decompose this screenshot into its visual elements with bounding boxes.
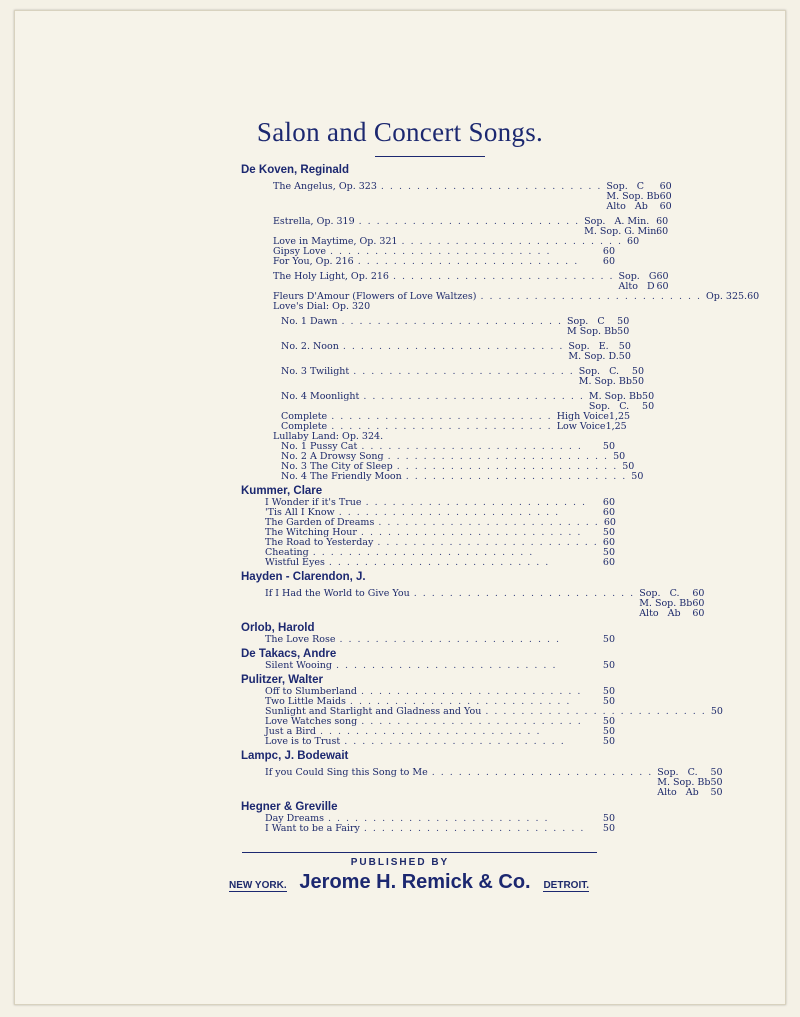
- leader-dots: .........................: [342, 341, 569, 352]
- song-title: Complete: [281, 421, 328, 432]
- city-left: NEW YORK.: [229, 880, 287, 891]
- voice-keys: [554, 558, 598, 568]
- leader-dots: .........................: [349, 696, 576, 707]
- song-title: The Garden of Dreams: [265, 517, 375, 528]
- price: 50: [602, 813, 615, 824]
- song-catalog: [241, 161, 760, 834]
- voice-keys: Sop. C. M. Sop. Bb: [578, 366, 632, 387]
- song-title: The Witching Hour: [265, 527, 357, 538]
- song-title: Cheating: [265, 547, 309, 558]
- city-right: DETROIT.: [543, 880, 589, 891]
- price: 1,25: [608, 411, 631, 422]
- price: 50: [602, 716, 615, 727]
- price: 50: [602, 696, 615, 707]
- composer-heading: Orlob, Harold: [241, 622, 315, 634]
- song-entry: [241, 558, 615, 568]
- song-title: I Wonder if it's True: [265, 497, 362, 508]
- voice-keys: [561, 661, 600, 671]
- song-title: Sunlight and Starlight and Gladness and You: [265, 706, 482, 717]
- leader-dots: .........................: [319, 726, 546, 737]
- leader-dots: .........................: [392, 271, 619, 282]
- song-entry: [241, 635, 615, 645]
- song-title: I Want to be a Fairy: [265, 823, 360, 834]
- voice-keys: [587, 717, 603, 727]
- song-entry: [241, 366, 645, 387]
- voice-keys: M. Sop. Bb Sop. C.: [588, 391, 643, 412]
- footer-divider: [242, 852, 597, 853]
- song-title: Gipsy Love: [273, 246, 326, 257]
- voice-keys: [591, 498, 603, 508]
- song-title: Complete: [281, 411, 328, 422]
- song-title: Fleurs D'Amour (Flowers of Love Waltzes): [273, 291, 477, 302]
- price: 60: [627, 236, 640, 247]
- price: 60: [747, 291, 760, 302]
- leader-dots: [370, 302, 515, 312]
- voice-keys: Op. 325.: [706, 291, 748, 302]
- leader-dots: .........................: [339, 634, 566, 645]
- price: 60 60 60: [692, 588, 705, 619]
- voice-keys: [570, 737, 603, 747]
- leader-dots: .........................: [353, 366, 579, 377]
- leader-dots: .........................: [365, 497, 592, 508]
- price: 50 50: [631, 366, 645, 387]
- song-entry: [241, 316, 630, 337]
- voice-keys: High Voice: [556, 411, 609, 422]
- song-title: If you Could Sing this Song to Me: [265, 767, 428, 778]
- price: 50 50: [642, 391, 655, 412]
- leader-dots: .........................: [396, 461, 623, 472]
- voice-keys: [565, 635, 601, 645]
- price: 50 50: [618, 341, 631, 362]
- price: 60: [602, 256, 615, 267]
- voice-keys: Sop. A. Min. M. Sop. G. Min.: [584, 216, 660, 237]
- leader-dots: .........................: [363, 391, 589, 402]
- song-entry: [241, 302, 615, 312]
- composer-heading: Kummer, Clare: [241, 485, 323, 497]
- song-title: No. 3 The City of Sleep: [281, 461, 393, 472]
- song-title: Wistful Eyes: [265, 557, 325, 568]
- song-title: Estrella, Op. 319: [273, 216, 355, 227]
- composer-heading: Hayden - Clarendon, J.: [241, 571, 366, 583]
- published-by-label: PUBLISHED BY: [350, 857, 450, 868]
- song-entry: [241, 767, 723, 798]
- page-title: Salon and Concert Songs.: [256, 117, 544, 147]
- song-title: The Holy Light, Op. 216: [273, 271, 389, 282]
- voice-keys: Sop. E. M. Sop. D.: [568, 341, 619, 362]
- song-entry: [241, 271, 669, 292]
- leader-dots: .........................: [328, 557, 555, 568]
- song-title: No. 1 Pussy Cat: [281, 441, 358, 452]
- leader-dots: .........................: [341, 316, 567, 327]
- song-entry: [241, 737, 615, 747]
- voice-keys: Sop. G Alto D: [618, 271, 657, 292]
- price: 50: [602, 726, 615, 737]
- price: 60: [603, 517, 616, 528]
- price: 60: [602, 497, 615, 508]
- price: 50: [622, 461, 635, 472]
- leader-dots: .........................: [344, 736, 570, 747]
- song-title: 'Tis All I Know: [265, 507, 335, 518]
- price: 50: [602, 823, 615, 834]
- song-entry: [241, 341, 631, 362]
- song-entry: [241, 588, 705, 619]
- price: 60 60 60: [659, 181, 672, 212]
- publisher-line: [229, 871, 589, 894]
- composer-heading: Lampc, J. Bodewait: [241, 750, 349, 762]
- composer-heading: Pulitzer, Walter: [241, 674, 324, 686]
- price: 50: [602, 736, 615, 747]
- song-entry: [241, 824, 615, 834]
- leader-dots: .........................: [431, 767, 658, 778]
- voice-keys: Low Voice: [556, 421, 606, 432]
- price: [587, 302, 615, 312]
- leader-dots: .........................: [363, 823, 590, 834]
- song-entry: [241, 391, 655, 412]
- song-title: No. 1 Dawn: [281, 316, 338, 327]
- catalog-page: [14, 10, 786, 1005]
- leader-dots: .........................: [338, 507, 565, 518]
- song-title: No. 2. Noon: [281, 341, 339, 352]
- leader-dots: .........................: [413, 588, 640, 599]
- leader-dots: .........................: [330, 246, 556, 257]
- voice-keys: [583, 257, 603, 267]
- song-entry: [241, 471, 644, 482]
- song-title: Silent Wooing: [265, 660, 332, 671]
- leader-dots: .........................: [331, 411, 557, 422]
- song-title: Two Little Maids: [265, 696, 346, 707]
- song-title: Lullaby Land: Op. 324.: [273, 431, 384, 442]
- title-divider: [375, 156, 485, 157]
- leader-dots: .........................: [378, 517, 604, 528]
- price: 50: [602, 660, 615, 671]
- voice-keys: Sop. C M. Sop. Bb Alto Ab: [606, 181, 660, 212]
- song-title: If I Had the World to Give You: [265, 588, 410, 599]
- leader-dots: .........................: [377, 537, 603, 548]
- leader-dots: .........................: [387, 451, 614, 462]
- price: 50: [602, 527, 615, 538]
- song-title: The Angelus, Op. 323: [273, 181, 377, 192]
- price: 60 60: [656, 216, 669, 237]
- price: 50: [602, 441, 615, 452]
- leader-dots: .........................: [358, 216, 585, 227]
- composer-heading: De Koven, Reginald: [241, 164, 349, 176]
- leader-dots: .........................: [485, 706, 711, 717]
- price: 50: [602, 686, 615, 697]
- publisher-name: Jerome H. Remick & Co.: [299, 871, 531, 893]
- song-entry: [241, 661, 615, 671]
- price: 60: [602, 537, 615, 548]
- leader-dots: .........................: [335, 660, 562, 671]
- voice-keys: Sop. C M Sop. Bb: [567, 316, 618, 337]
- voice-keys: [515, 302, 587, 312]
- leader-dots: .........................: [357, 256, 584, 267]
- song-title: No. 4 The Friendly Moon: [281, 471, 402, 482]
- song-title: The Love Rose: [265, 634, 336, 645]
- song-title: The Road to Yesterday: [265, 537, 374, 548]
- song-entry: [241, 216, 669, 237]
- leader-dots: .........................: [361, 441, 587, 452]
- price: 50: [631, 471, 644, 482]
- song-entry: [241, 181, 672, 212]
- leader-dots: .........................: [328, 813, 554, 824]
- voice-keys: Sop. C. M. Sop. Bb Alto Ab: [639, 588, 693, 619]
- leader-dots: .........................: [312, 547, 539, 558]
- leader-dots: .........................: [361, 716, 587, 727]
- leader-dots: .........................: [480, 291, 707, 302]
- song-title: Love Watches song: [265, 716, 358, 727]
- song-title: For You, Op. 216: [273, 256, 354, 267]
- price: 60: [602, 507, 615, 518]
- price: 50: [710, 706, 723, 717]
- song-title: No. 4 Moonlight: [281, 391, 360, 402]
- price: 50 50: [617, 316, 630, 337]
- price: 60: [602, 246, 615, 257]
- song-title: Love's Dial: Op. 320: [273, 301, 371, 312]
- price: 60: [602, 557, 615, 568]
- price: 50 50 50: [710, 767, 723, 798]
- song-entry: [241, 257, 615, 267]
- composer-heading: Hegner & Greville: [241, 801, 338, 813]
- voice-keys: [586, 687, 602, 697]
- price: 1,25: [605, 421, 627, 432]
- price: 60 60: [656, 271, 669, 292]
- leader-dots: .........................: [401, 236, 628, 247]
- leader-dots: .........................: [331, 421, 557, 432]
- song-title: Love is to Trust: [265, 736, 341, 747]
- voice-keys: Sop. C. M. Sop. Bb Alto Ab: [657, 767, 711, 798]
- song-title: No. 3 Twilight: [281, 366, 350, 377]
- price: 50: [602, 547, 615, 558]
- leader-dots: .........................: [360, 527, 587, 538]
- price: 50: [602, 634, 615, 645]
- leader-dots: .........................: [405, 471, 632, 482]
- composer-heading: De Takacs, Andre: [241, 648, 337, 660]
- voice-keys: [589, 824, 603, 834]
- song-title: Love in Maytime, Op. 321: [273, 236, 398, 247]
- song-title: Off to Slumberland: [265, 686, 357, 697]
- song-title: Just a Bird: [265, 726, 316, 737]
- leader-dots: .........................: [380, 181, 607, 192]
- leader-dots: .........................: [360, 686, 587, 697]
- song-title: No. 2 A Drowsy Song: [281, 451, 384, 462]
- song-title: Day Dreams: [265, 813, 324, 824]
- price: 50: [613, 451, 626, 462]
